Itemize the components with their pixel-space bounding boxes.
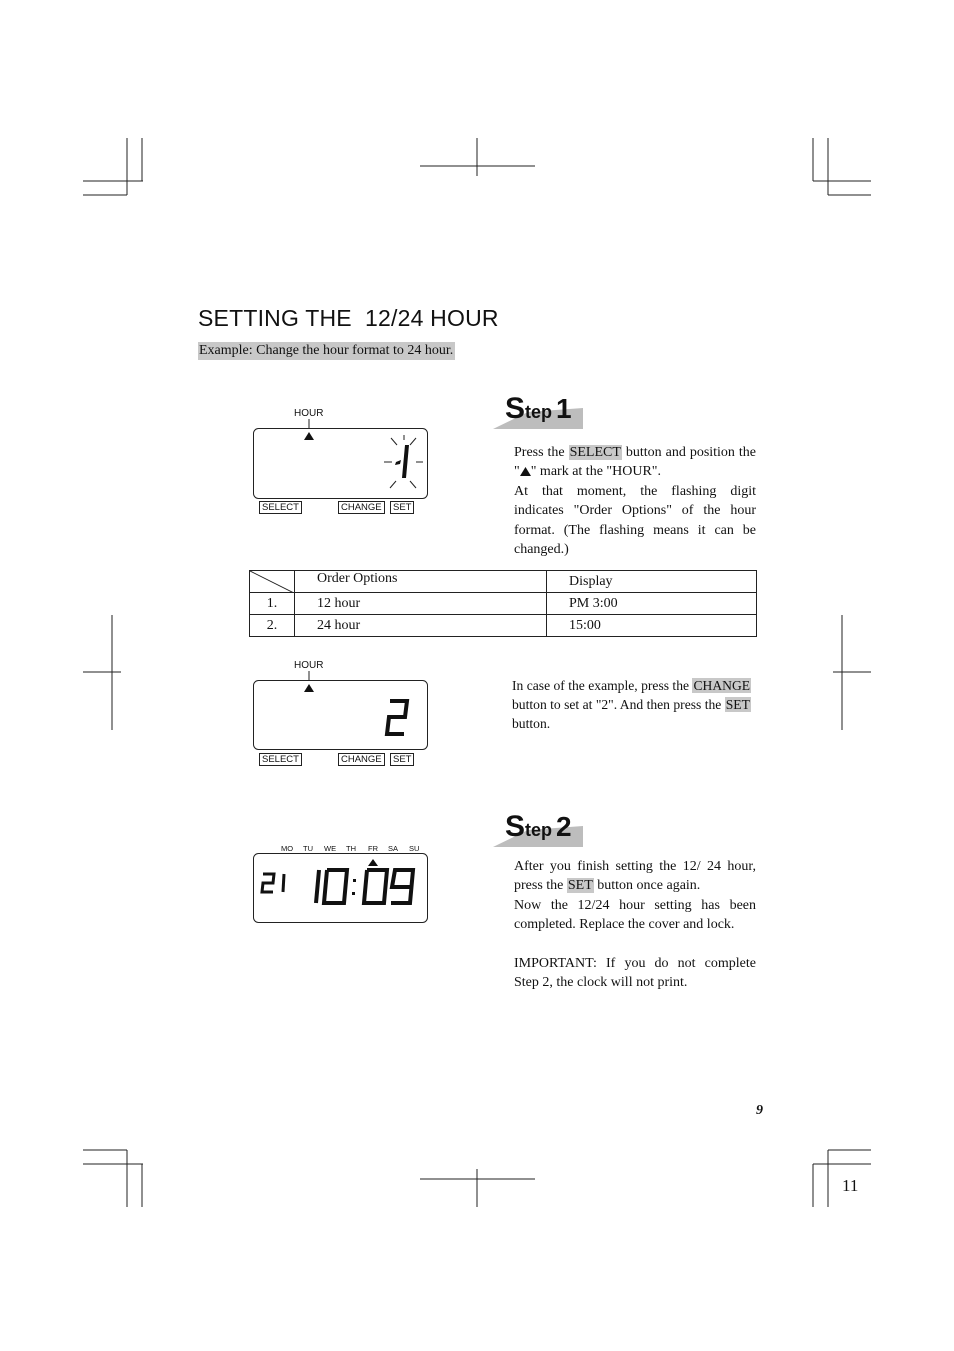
lcd-display-step2 (250, 853, 432, 925)
table-row: 2. 24 hour 15:00 (250, 615, 757, 637)
day-label: SA (388, 844, 399, 853)
day-label: MO (281, 844, 294, 853)
set-button[interactable]: SET (390, 753, 414, 766)
page-title: SETTING THE 12/24 HOUR (198, 305, 499, 331)
day-label: FR (368, 844, 378, 853)
step1-heading (493, 392, 593, 432)
table-corner-cell (250, 571, 295, 593)
select-button[interactable]: SELECT (259, 501, 302, 514)
order-options-table (249, 570, 757, 637)
header-order-options: Order Options (295, 571, 547, 593)
header-display: Display (547, 571, 757, 593)
change-button[interactable]: CHANGE (338, 753, 385, 766)
select-keyword: SELECT (569, 445, 621, 460)
step2-number: 2 (556, 811, 572, 842)
hour-label: HOUR (294, 660, 324, 671)
lcd-display-step1 (250, 418, 432, 502)
set-keyword: SET (567, 878, 593, 894)
step1-word: tep (525, 402, 553, 422)
diagonal-line (250, 571, 294, 593)
step1-letter: S (505, 392, 526, 425)
example-caption: Example: Change the hour format to 24 hour. (199, 343, 454, 358)
day-label: TU (303, 844, 313, 853)
table-header-row (250, 571, 757, 593)
day-label: TH (346, 844, 356, 853)
step1-instructions: Press the SELECT button and position the " " mark at the "HOUR". At that moment, the flashing digit indicates "Order Options" of the hour format. (The flashing means it can be changed.) (514, 443, 756, 559)
step2-heading (493, 810, 593, 850)
step2-letter: S (505, 810, 526, 843)
table-row: 1. 12 hour PM 3:00 (250, 593, 757, 615)
day-label: WE (324, 844, 337, 853)
step2-instructions: After you finish setting the 12/ 24 hour, press the SET button once again. Now the 12/24 hour setting has been completed. Replace the cover and lock. IMPORTANT: If you do not complete Step 2, the clock will not print. (514, 857, 756, 992)
step1-note: At that moment, the flashing digit indicates "Order Options" of the hour format. (The flashing means it can be changed.) (514, 483, 756, 558)
page-number: 11 (842, 1176, 859, 1195)
change-instructions: In case of the example, press the CHANGE button to set at "2". And then press the SET button. (512, 678, 751, 731)
step2-word: tep (525, 820, 553, 840)
day-label: SU (409, 844, 420, 853)
important-note: IMPORTANT: If you do not complete Step 2, the clock will not print. (514, 955, 756, 991)
triangle-mark-icon (520, 467, 531, 476)
lcd-display-change (250, 670, 432, 754)
select-button[interactable]: SELECT (259, 753, 302, 766)
set-keyword: SET (725, 697, 750, 712)
page-number-italic: 9 (756, 1103, 763, 1118)
hour-label: HOUR (294, 408, 324, 419)
change-keyword: CHANGE (693, 678, 751, 693)
step1-number: 1 (556, 393, 572, 424)
change-button[interactable]: CHANGE (338, 501, 385, 514)
set-button[interactable]: SET (390, 501, 414, 514)
